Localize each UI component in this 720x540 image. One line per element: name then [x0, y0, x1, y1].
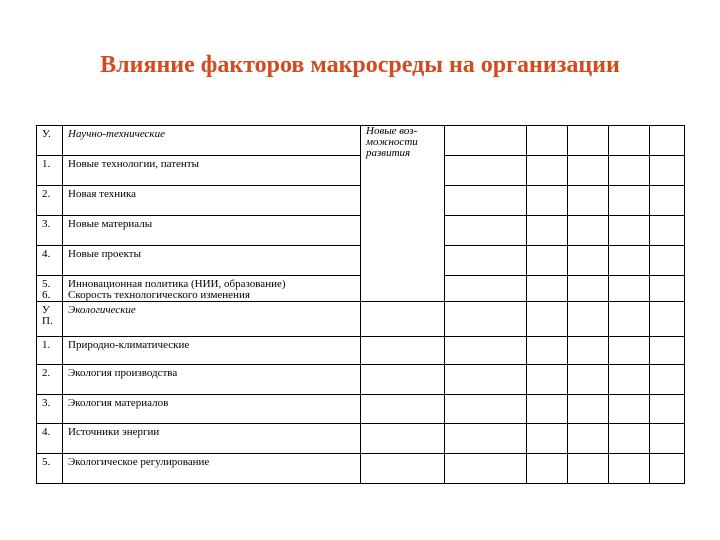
- empty-cell: [445, 246, 527, 276]
- factor-label: Экология материалов: [63, 395, 361, 424]
- empty-cell: [650, 276, 685, 302]
- empty-cell: [527, 302, 568, 337]
- empty-cell: [445, 424, 527, 454]
- empty-cell: [650, 246, 685, 276]
- empty-cell: [568, 337, 609, 365]
- empty-cell: [568, 454, 609, 484]
- empty-cell: [445, 156, 527, 186]
- empty-cell: [609, 246, 650, 276]
- empty-cell: [609, 454, 650, 484]
- table-row: [37, 302, 685, 337]
- empty-cell: [361, 454, 445, 484]
- empty-cell: [650, 365, 685, 395]
- empty-cell: [527, 246, 568, 276]
- empty-cell: [527, 424, 568, 454]
- new-opportunities-header: Новые воз-можности развития: [361, 126, 445, 302]
- row-number: 2.: [37, 365, 63, 395]
- factor-label: Новые проекты: [63, 246, 361, 276]
- empty-cell: [609, 395, 650, 424]
- empty-cell: [650, 454, 685, 484]
- empty-cell: [568, 216, 609, 246]
- empty-cell: [527, 216, 568, 246]
- empty-cell: [527, 126, 568, 156]
- empty-cell: [361, 302, 445, 337]
- empty-cell: [361, 337, 445, 365]
- empty-cell: [650, 395, 685, 424]
- row-number: У.: [37, 126, 63, 156]
- factors-table: [36, 125, 685, 484]
- empty-cell: [361, 424, 445, 454]
- empty-cell: [609, 156, 650, 186]
- factor-label: Новые материалы: [63, 216, 361, 246]
- empty-cell: [609, 186, 650, 216]
- empty-cell: [609, 276, 650, 302]
- empty-cell: [527, 276, 568, 302]
- empty-cell: [527, 395, 568, 424]
- factor-label: Новые технологии, патенты: [63, 156, 361, 186]
- empty-cell: [445, 126, 527, 156]
- empty-cell: [650, 337, 685, 365]
- row-number: 4.: [37, 246, 63, 276]
- factor-label: Источники энергии: [63, 424, 361, 454]
- factor-label: Экологическое регулирование: [63, 454, 361, 484]
- empty-cell: [568, 424, 609, 454]
- row-number: 5.: [37, 454, 63, 484]
- row-number: 4.: [37, 424, 63, 454]
- empty-cell: [568, 302, 609, 337]
- row-number: 1.: [37, 156, 63, 186]
- row-number: 5. 6.: [37, 276, 63, 302]
- empty-cell: [568, 276, 609, 302]
- empty-cell: [609, 126, 650, 156]
- table-row: [37, 337, 685, 365]
- row-number: 1.: [37, 337, 63, 365]
- factor-label: Инновационная политика (НИИ, образование) Скорость технологического изменения: [63, 276, 361, 302]
- empty-cell: [650, 302, 685, 337]
- empty-cell: [650, 186, 685, 216]
- row-number: 3.: [37, 216, 63, 246]
- empty-cell: [609, 337, 650, 365]
- empty-cell: [609, 216, 650, 246]
- empty-cell: [568, 365, 609, 395]
- empty-cell: [568, 156, 609, 186]
- empty-cell: [609, 302, 650, 337]
- empty-cell: [568, 395, 609, 424]
- empty-cell: [445, 365, 527, 395]
- empty-cell: [527, 186, 568, 216]
- empty-cell: [527, 156, 568, 186]
- empty-cell: [527, 337, 568, 365]
- page-title: Влияние факторов макросреды на организации: [100, 52, 620, 78]
- section-heading: Научно-технические: [63, 126, 361, 156]
- table-row: [37, 454, 685, 484]
- table-row: [37, 126, 685, 156]
- empty-cell: [361, 365, 445, 395]
- row-number: 2.: [37, 186, 63, 216]
- row-number: 3.: [37, 395, 63, 424]
- factor-label: Экология производства: [63, 365, 361, 395]
- empty-cell: [445, 337, 527, 365]
- empty-cell: [445, 186, 527, 216]
- empty-cell: [445, 395, 527, 424]
- row-number: У П.: [37, 302, 63, 337]
- empty-cell: [568, 126, 609, 156]
- empty-cell: [445, 276, 527, 302]
- empty-cell: [568, 186, 609, 216]
- empty-cell: [568, 246, 609, 276]
- empty-cell: [650, 216, 685, 246]
- empty-cell: [650, 126, 685, 156]
- empty-cell: [527, 454, 568, 484]
- factor-label: Новая техника: [63, 186, 361, 216]
- table-row: [37, 365, 685, 395]
- table-row: [37, 424, 685, 454]
- section-heading: Экологические: [63, 302, 361, 337]
- empty-cell: [445, 302, 527, 337]
- table-row: [37, 395, 685, 424]
- empty-cell: [650, 156, 685, 186]
- empty-cell: [650, 424, 685, 454]
- empty-cell: [609, 365, 650, 395]
- empty-cell: [361, 395, 445, 424]
- empty-cell: [527, 365, 568, 395]
- empty-cell: [445, 216, 527, 246]
- empty-cell: [609, 424, 650, 454]
- empty-cell: [445, 454, 527, 484]
- factor-label: Природно-климатические: [63, 337, 361, 365]
